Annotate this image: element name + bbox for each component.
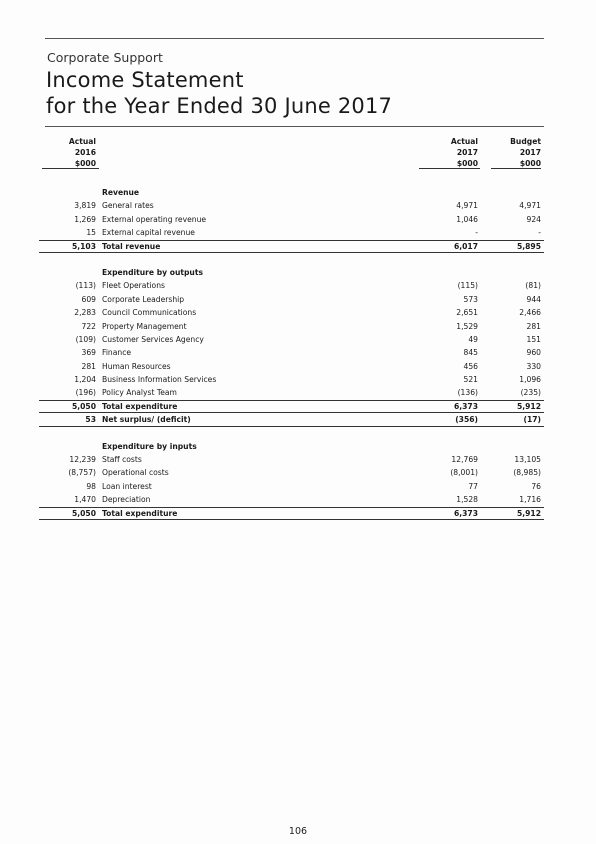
col-actual-2017-year: 2017 [456,148,478,157]
section-heading-outputs: Expenditure by outputs [102,267,203,277]
total-revenue-row: 5,103 Total revenue 6,017 5,895 [39,240,544,253]
table-row: (113) Fleet Operations (115) (81) [75,281,541,291]
table-row: (109) Customer Services Agency 49 151 [75,334,541,344]
table-row: 2,283 Council Communications 2,651 2,466 [74,308,541,318]
table-row: 3,819 General rates 4,971 4,971 [74,201,541,211]
table-row: 98 Loan interest 77 76 [86,481,541,491]
header-underline [42,168,99,169]
col-budget-2017-year: 2017 [519,148,541,157]
table-row: 1,204 Business Information Services 521 1,096 [74,375,541,385]
table-row: 12,239 Staff costs 12,769 13,105 [69,455,541,465]
col-actual-2016-year: 2016 [74,148,96,157]
table-row: 609 Corporate Leadership 573 944 [81,294,541,304]
col-budget-2017-unit: $000 [519,159,541,168]
table-row: 1,470 Depreciation 1,528 1,716 [74,495,541,505]
column-header-row [39,136,544,147]
section-heading-revenue: Revenue [102,188,140,197]
header-underline [491,168,541,169]
col-budget-2017-header: Budget [510,137,541,146]
table-row: (8,757) Operational costs (8,001) (8,985) [68,468,541,478]
column-header-row [39,158,544,169]
page-number: 106 [288,826,308,837]
col-actual-2017-unit: $000 [456,159,478,168]
table-row: (196) Policy Analyst Team (136) (235) [75,388,541,398]
table-row: 369 Finance 845 960 [81,348,541,358]
page-subtitle: for the Year Ended 30 June 2017 [46,94,393,118]
top-rule [45,38,544,39]
header-underline [419,168,480,169]
section-heading-inputs: Expenditure by inputs [102,441,197,451]
col-actual-2017-header: Actual [450,137,478,146]
total-expenditure-outputs-row: 5,050 Total expenditure 6,373 5,912 [39,400,544,413]
col-actual-2016-header: Actual [68,137,96,146]
total-expenditure-inputs-row: 5,050 Total expenditure 6,373 5,912 [39,507,544,520]
net-surplus-row: 53 Net surplus/ (deficit) (356) (17) [39,413,544,426]
section-title: Corporate Support [47,50,163,65]
table-row: 1,269 External operating revenue 1,046 924 [74,214,541,224]
title-rule [45,126,544,127]
col-actual-2016-unit: $000 [74,159,96,168]
column-header-row [39,147,544,158]
table-row: 281 Human Resources 456 330 [81,361,541,371]
table-row: 15 External capital revenue - - [86,228,541,238]
income-statement-table [39,136,544,520]
table-row: 722 Property Management 1,529 281 [81,321,541,331]
page-title: Income Statement [46,68,244,92]
